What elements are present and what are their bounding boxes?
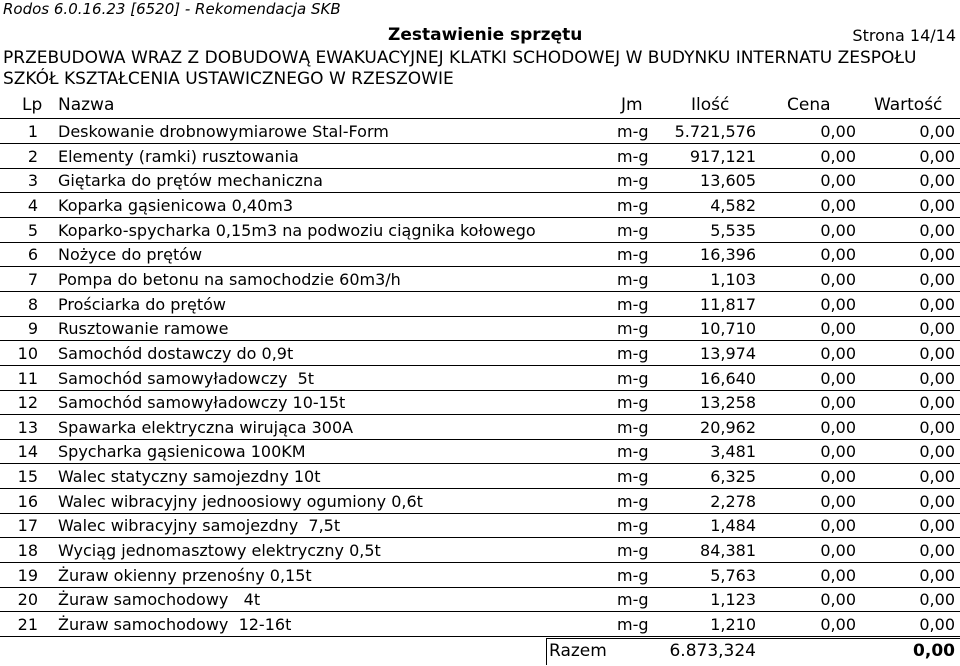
row-qty: 11,817 — [700, 294, 756, 314]
row-qty: 1,484 — [710, 516, 756, 536]
row-price: 0,00 — [820, 467, 856, 487]
row-rule — [0, 537, 960, 538]
row-qty: 5,535 — [710, 220, 756, 240]
row-qty: 5,763 — [710, 565, 756, 585]
row-name: Żuraw samochodowy 4t — [58, 590, 261, 610]
row-lp: 9 — [27, 319, 38, 339]
row-value: 0,00 — [919, 615, 955, 634]
row-value: 0,00 — [919, 269, 955, 289]
row-lp: 14 — [17, 442, 38, 462]
row-price: 0,00 — [820, 615, 856, 634]
row-lp: 21 — [17, 615, 38, 634]
row-name: Spycharka gąsienicowa 100KM — [58, 442, 306, 462]
row-name: Żuraw okienny przenośny 0,15t — [58, 565, 312, 585]
row-jm: m-g — [617, 294, 649, 314]
row-rule — [0, 365, 960, 366]
row-lp: 13 — [17, 417, 38, 437]
total-value: 0,00 — [913, 641, 955, 661]
row-lp: 4 — [27, 195, 38, 215]
row-lp: 2 — [27, 146, 38, 166]
row-price: 0,00 — [820, 491, 856, 511]
row-rule — [0, 242, 960, 243]
row-value: 0,00 — [919, 319, 955, 339]
row-qty: 1,103 — [710, 269, 756, 289]
row-jm: m-g — [617, 442, 649, 462]
row-jm: m-g — [617, 491, 649, 511]
header-price: Cena — [787, 95, 831, 115]
project-description — [3, 48, 916, 90]
row-rule — [0, 217, 960, 218]
row-jm: m-g — [617, 343, 649, 363]
row-value: 0,00 — [919, 171, 955, 191]
row-price: 0,00 — [820, 294, 856, 314]
row-rule — [0, 414, 960, 415]
row-lp: 1 — [27, 122, 38, 141]
row-name: Pompa do betonu na samochodzie 60m3/h — [58, 269, 401, 289]
row-name: Żuraw samochodowy 12-16t — [58, 615, 292, 634]
row-value: 0,00 — [919, 565, 955, 585]
row-rule — [0, 168, 960, 169]
row-jm: m-g — [617, 171, 649, 191]
row-lp: 12 — [17, 393, 38, 413]
row-jm: m-g — [617, 467, 649, 487]
app-title: Rodos 6.0.16.23 [6520] - Rekomendacja SKB — [3, 0, 341, 18]
row-value: 0,00 — [919, 195, 955, 215]
row-rule — [0, 611, 960, 612]
row-value: 0,00 — [919, 393, 955, 413]
row-lp: 7 — [27, 269, 38, 289]
row-value: 0,00 — [919, 417, 955, 437]
row-name: Koparka gąsienicowa 0,40m3 — [58, 195, 294, 215]
row-rule — [0, 488, 960, 489]
row-rule — [0, 266, 960, 267]
row-rule — [0, 340, 960, 341]
row-price: 0,00 — [820, 146, 856, 166]
header-lp: Lp — [22, 95, 43, 115]
row-qty: 13,258 — [700, 393, 756, 413]
row-rule — [0, 587, 960, 588]
row-price: 0,00 — [820, 220, 856, 240]
row-lp: 18 — [17, 541, 38, 561]
total-label: Razem — [549, 641, 607, 661]
row-jm: m-g — [617, 393, 649, 413]
row-qty: 1,123 — [710, 590, 756, 610]
row-qty: 6,325 — [710, 467, 756, 487]
row-rule — [0, 463, 960, 464]
row-value: 0,00 — [919, 343, 955, 363]
project-line-1: PRZEBUDOWA WRAZ Z DOBUDOWĄ EWAKUACYJNEJ KLATKI SCHODOWEJ W BUDYNKU INTERNATU ZESPOŁU — [3, 48, 917, 68]
row-qty: 84,381 — [700, 541, 756, 561]
total-qty: 6.873,324 — [669, 641, 756, 661]
row-name: Samochód samowyładowczy 10-15t — [58, 393, 346, 413]
row-price: 0,00 — [820, 393, 856, 413]
row-name: Koparko-spycharka 0,15m3 na podwoziu ciągnika kołowego — [58, 220, 536, 240]
row-value: 0,00 — [919, 442, 955, 462]
row-name: Samochód samowyładowczy 5t — [58, 368, 315, 388]
row-price: 0,00 — [820, 541, 856, 561]
row-qty: 1,210 — [710, 615, 756, 634]
row-lp: 17 — [17, 516, 38, 536]
row-lp: 8 — [27, 294, 38, 314]
row-jm: m-g — [617, 516, 649, 536]
header-jm: Jm — [621, 95, 643, 115]
row-name: Nożyce do prętów — [58, 245, 203, 265]
row-lp: 15 — [17, 467, 38, 487]
row-name: Elementy (ramki) rusztowania — [58, 146, 299, 166]
row-qty: 13,974 — [700, 343, 756, 363]
row-price: 0,00 — [820, 516, 856, 536]
row-qty: 20,962 — [700, 417, 756, 437]
row-name: Prościarka do prętów — [58, 294, 226, 314]
row-qty: 2,278 — [710, 491, 756, 511]
header-name: Nazwa — [58, 95, 115, 115]
row-value: 0,00 — [919, 491, 955, 511]
row-name: Rusztowanie ramowe — [58, 319, 229, 339]
row-lp: 3 — [27, 171, 38, 191]
row-qty: 5.721,576 — [674, 122, 756, 141]
row-value: 0,00 — [919, 294, 955, 314]
row-price: 0,00 — [820, 122, 856, 141]
header-rule — [0, 118, 960, 119]
row-rule — [0, 636, 960, 637]
row-name: Giętarka do prętów mechaniczna — [58, 171, 323, 191]
row-lp: 11 — [17, 368, 38, 388]
row-lp: 20 — [17, 590, 38, 610]
total-values-cell — [607, 638, 960, 665]
header-qty: Ilość — [691, 95, 730, 115]
project-line-2: SZKÓŁ KSZTAŁCENIA USTAWICZNEGO W RZESZOWIE — [3, 69, 454, 89]
row-jm: m-g — [617, 319, 649, 339]
row-price: 0,00 — [820, 565, 856, 585]
document-title: Zestawienie sprzętu — [388, 25, 583, 45]
row-jm: m-g — [617, 417, 649, 437]
row-value: 0,00 — [919, 122, 955, 141]
row-jm: m-g — [617, 220, 649, 240]
row-qty: 4,582 — [710, 195, 756, 215]
row-name: Samochód dostawczy do 0,9t — [58, 343, 294, 363]
row-price: 0,00 — [820, 195, 856, 215]
row-jm: m-g — [617, 565, 649, 585]
row-price: 0,00 — [820, 368, 856, 388]
row-rule — [0, 390, 960, 391]
row-qty: 13,605 — [700, 171, 756, 191]
row-qty: 16,396 — [700, 245, 756, 265]
row-jm: m-g — [617, 269, 649, 289]
row-rule — [0, 291, 960, 292]
page-number: Strona 14/14 — [852, 26, 956, 45]
row-qty: 16,640 — [700, 368, 756, 388]
row-rule — [0, 192, 960, 193]
row-value: 0,00 — [919, 368, 955, 388]
row-qty: 917,121 — [689, 146, 756, 166]
row-price: 0,00 — [820, 319, 856, 339]
row-lp: 19 — [17, 565, 38, 585]
row-price: 0,00 — [820, 245, 856, 265]
row-value: 0,00 — [919, 541, 955, 561]
row-name: Walec statyczny samojezdny 10t — [58, 467, 321, 487]
row-rule — [0, 513, 960, 514]
row-price: 0,00 — [820, 269, 856, 289]
row-name: Walec wibracyjny jednoosiowy ogumiony 0,6t — [58, 491, 423, 511]
row-lp: 16 — [17, 491, 38, 511]
row-jm: m-g — [617, 146, 649, 166]
row-value: 0,00 — [919, 146, 955, 166]
row-qty: 3,481 — [710, 442, 756, 462]
row-rule — [0, 316, 960, 317]
row-jm: m-g — [617, 195, 649, 215]
row-jm: m-g — [617, 590, 649, 610]
row-rule — [0, 562, 960, 563]
row-jm: m-g — [617, 245, 649, 265]
row-price: 0,00 — [820, 590, 856, 610]
row-price: 0,00 — [820, 171, 856, 191]
row-lp: 6 — [27, 245, 38, 265]
row-value: 0,00 — [919, 516, 955, 536]
row-rule — [0, 143, 960, 144]
row-jm: m-g — [617, 122, 649, 141]
row-name: Wyciąg jednomasztowy elektryczny 0,5t — [58, 541, 381, 561]
row-name: Walec wibracyjny samojezdny 7,5t — [58, 516, 341, 536]
row-name: Spawarka elektryczna wirująca 300A — [58, 417, 354, 437]
row-value: 0,00 — [919, 245, 955, 265]
row-jm: m-g — [617, 368, 649, 388]
row-qty: 10,710 — [700, 319, 756, 339]
row-name: Deskowanie drobnowymiarowe Stal-Form — [58, 122, 389, 141]
row-value: 0,00 — [919, 220, 955, 240]
header-value: Wartość — [874, 95, 943, 115]
row-value: 0,00 — [919, 467, 955, 487]
row-value: 0,00 — [919, 590, 955, 610]
row-price: 0,00 — [820, 442, 856, 462]
row-jm: m-g — [617, 615, 649, 634]
row-lp: 5 — [27, 220, 38, 240]
row-price: 0,00 — [820, 417, 856, 437]
row-lp: 10 — [17, 343, 38, 363]
row-rule — [0, 439, 960, 440]
row-jm: m-g — [617, 541, 649, 561]
row-price: 0,00 — [820, 343, 856, 363]
